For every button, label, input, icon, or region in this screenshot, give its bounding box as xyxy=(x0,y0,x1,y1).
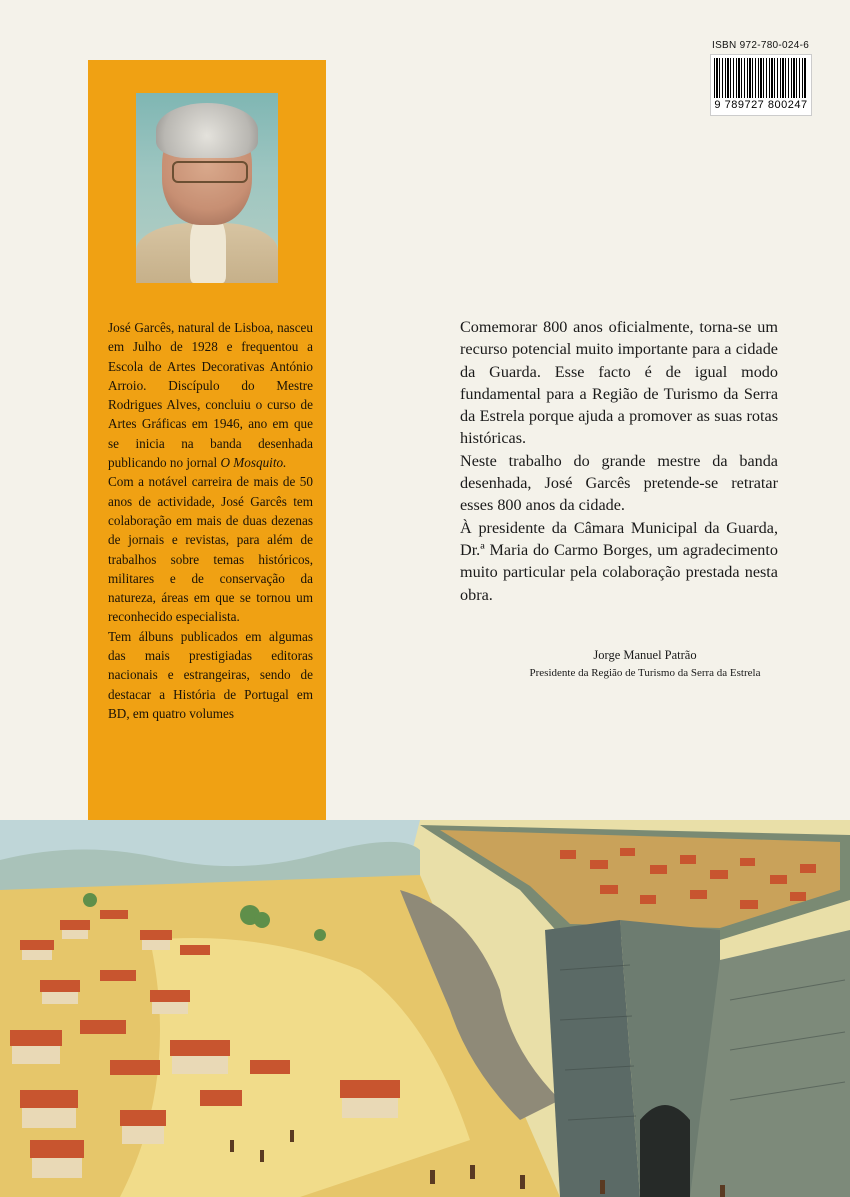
author-panel xyxy=(88,60,326,830)
presentation-text xyxy=(460,316,778,606)
author-bio xyxy=(108,318,313,723)
presentation-paragraph-1: Comemorar 800 anos oficialmente, torna-se um recurso potencial muito importante para a cidade da Guarda. Esse facto é de igual modo fundamental para a Região de Turismo da Serra da Estrela porque ajuda a promover as suas rotas históricas. xyxy=(460,318,778,448)
barcode-bars xyxy=(714,58,807,98)
presentation-paragraph-2: Neste trabalho do grande mestre da banda desenhada, José Garcês pretende-se retratar esses 800 anos da cidade. xyxy=(460,451,778,515)
signature-name: Jorge Manuel Patrão xyxy=(593,648,697,662)
signature-role: Presidente da Região de Turismo da Serra da Estrela xyxy=(529,667,761,679)
journal-name: O Mosquito. xyxy=(220,455,287,471)
bio-paragraph-2: Com a notável carreira de mais de 50 anos de actividade, José Garcês tem colaboração em mais de duas dezenas de jornais e revistas, para além de trabalhos sobre temas históricos, militares e de conservação da natureza, áreas em que se tornou um reconhecido especialista. xyxy=(108,474,313,625)
isbn-label: ISBN 972-780-024-6 xyxy=(712,40,810,51)
presentation-paragraph-3: À presidente da Câmara Municipal da Guarda, Dr.ª Maria do Carmo Borges, um agradecimento muito particular pela colaboração prestada nesta obra. xyxy=(460,518,778,604)
author-photo xyxy=(136,93,278,283)
signature xyxy=(510,648,780,679)
bio-paragraph-3: Tem álbuns publicados em algumas das mais prestigiadas editoras nacionais e estrangeiras, sendo de destacar a História de Portugal em BD, em quatro volumes xyxy=(108,628,313,721)
city-illustration xyxy=(0,820,850,1197)
barcode xyxy=(710,54,812,116)
bio-paragraph-1: José Garcês, natural de Lisboa, nasceu em Julho de 1928 e frequentou a Escola de Artes Decorativas António Arroio. Discípulo do Mestre Rodrigues Alves, concluiu o curso de Artes Gráficas em 1946, ano em que se inicia na banda desenhada publicando no jornal O Mosquito. xyxy=(108,320,313,471)
barcode-number: 9 789727 800247 xyxy=(714,99,808,111)
